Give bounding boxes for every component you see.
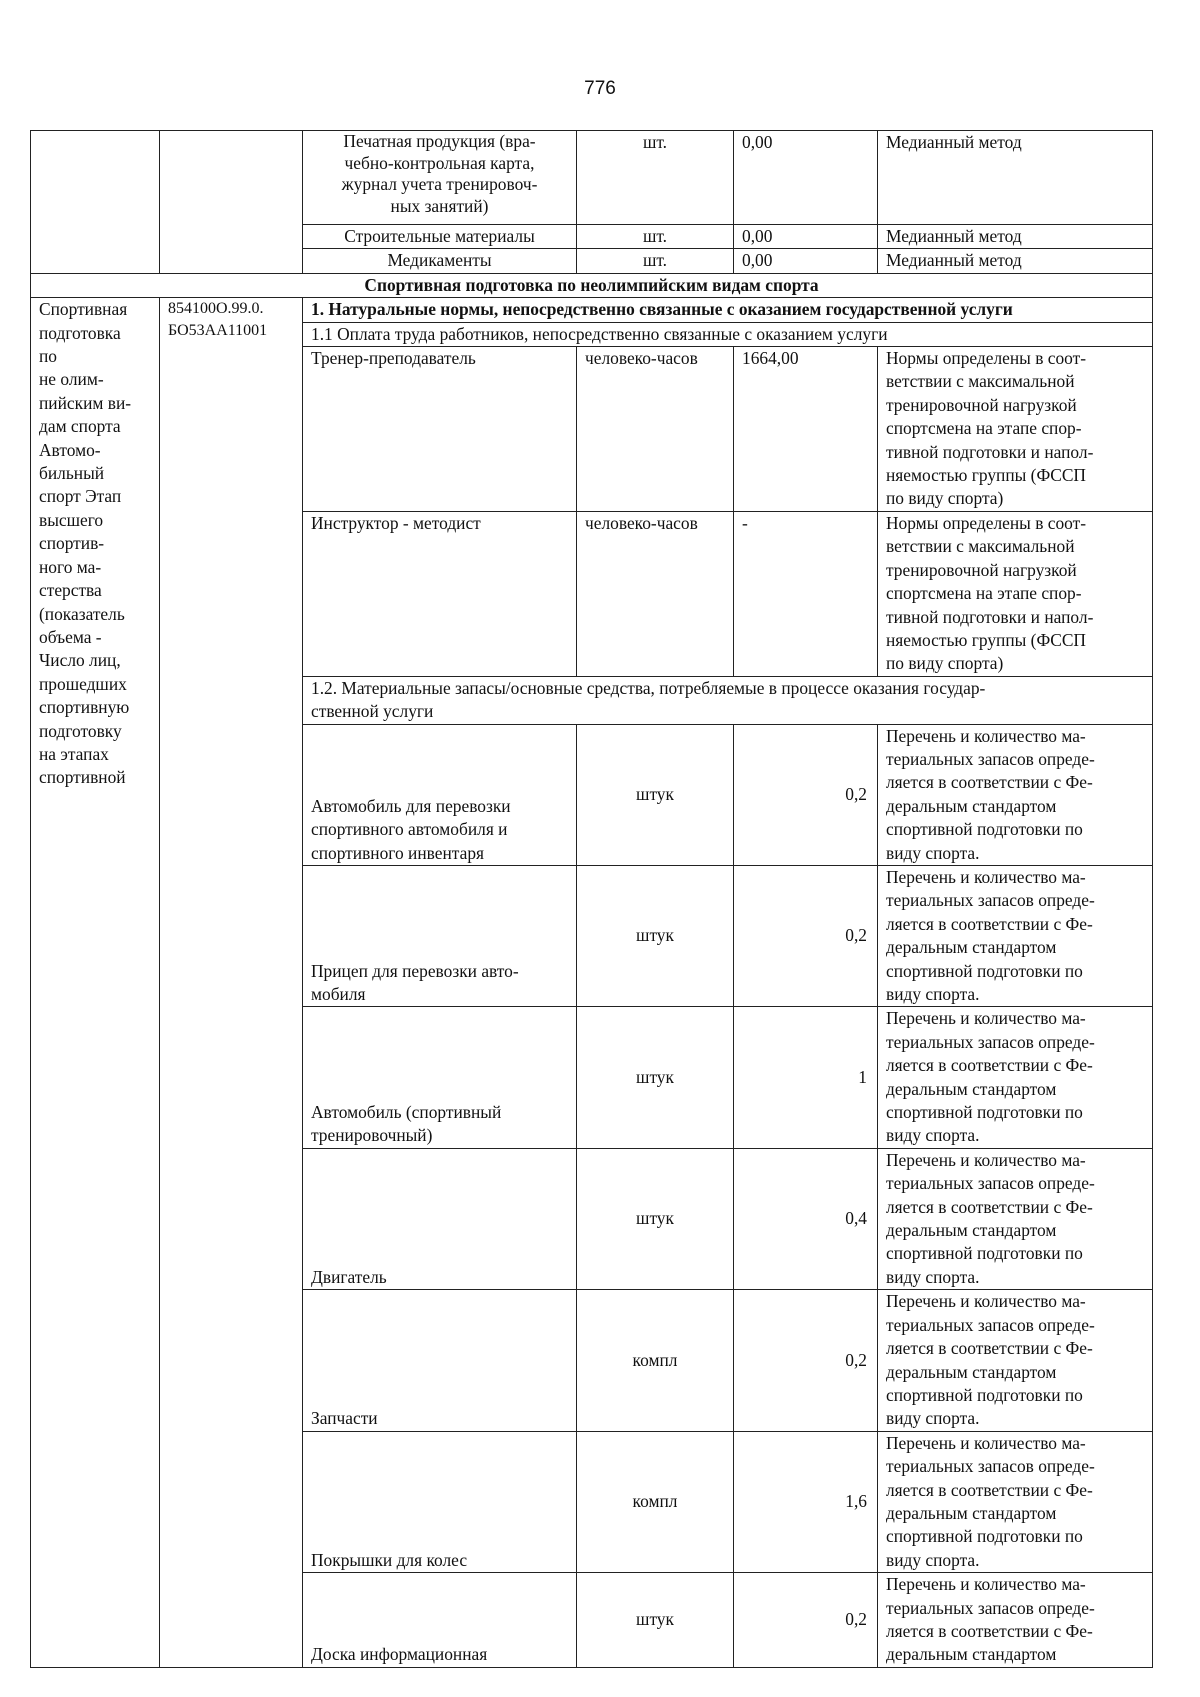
staff-value: - (734, 511, 878, 676)
material-name: Покрышки для колес (303, 1431, 577, 1572)
empty-cell (31, 131, 160, 274)
service-name: Спортивная подготовка по не олим- пийским ви- дам спорта Автомо- бильный спорт Этап высшего спортив- ного ма- стерства (показатель объема - Число лиц, прошедших спортивную подготовку на этапах спортивной (31, 298, 160, 1668)
material-value: 1,6 (734, 1431, 878, 1572)
heading-1: 1. Натуральные нормы, непосредственно связанные с оказанием государственной услуги (303, 298, 1153, 322)
material-value: 0,4 (734, 1148, 878, 1289)
material-name: Двигатель (303, 1148, 577, 1289)
norms-table (30, 130, 1153, 1668)
item-method: Медианный метод (878, 225, 1153, 249)
heading-1-1: 1.1 Оплата труда работников, непосредственно связанные с оказанием услуги (303, 322, 1153, 346)
item-name: Печатная продукция (вра- чебно-контрольная карта, журнал учета тренировоч- ных занятий) (303, 131, 577, 225)
material-value: 1 (734, 1007, 878, 1148)
material-note: Перечень и количество ма- териальных запасов опреде- ляется в соответствии с Фе- деральным стандартом (878, 1573, 1153, 1668)
staff-value: 1664,00 (734, 347, 878, 512)
material-note: Перечень и количество ма- териальных запасов опреде- ляется в соответствии с Фе- деральным стандартом спортивной подготовки по виду спорта. (878, 1148, 1153, 1289)
staff-name: Тренер-преподаватель (303, 347, 577, 512)
material-value: 0,2 (734, 865, 878, 1006)
material-value: 0,2 (734, 724, 878, 865)
material-name: Запчасти (303, 1290, 577, 1431)
heading-1-2: 1.2. Материальные запасы/основные средства, потребляемые в процессе оказания государ- ственной услуги (303, 676, 1153, 724)
material-unit: штук (577, 1573, 734, 1668)
material-name: Прицеп для перевозки авто- мобиля (303, 865, 577, 1006)
staff-note: Нормы определены в соот- ветствии с максимальной тренировочной нагрузкой спортсмена на этапе спор- тивной подготовки и напол- няемостью группы (ФССП по виду спорта) (878, 347, 1153, 512)
material-value: 0,2 (734, 1573, 878, 1668)
section-title-row (31, 273, 1153, 297)
staff-unit: человеко-часов (577, 347, 734, 512)
table-row (31, 131, 1153, 225)
staff-unit: человеко-часов (577, 511, 734, 676)
item-value: 0,00 (734, 225, 878, 249)
item-name: Строительные материалы (303, 225, 577, 249)
item-value: 0,00 (734, 249, 878, 273)
material-unit: компл (577, 1431, 734, 1572)
material-note: Перечень и количество ма- териальных запасов опреде- ляется в соответствии с Фе- деральным стандартом спортивной подготовки по виду спорта. (878, 1007, 1153, 1148)
item-method: Медианный метод (878, 249, 1153, 273)
material-name: Автомобиль для перевозки спортивного автомобиля и спортивного инвентаря (303, 724, 577, 865)
item-unit: шт. (577, 225, 734, 249)
material-unit: штук (577, 1007, 734, 1148)
item-method: Медианный метод (878, 131, 1153, 225)
staff-name: Инструктор - методист (303, 511, 577, 676)
item-unit: шт. (577, 131, 734, 225)
material-note: Перечень и количество ма- териальных запасов опреде- ляется в соответствии с Фе- деральным стандартом спортивной подготовки по виду спорта. (878, 1431, 1153, 1572)
table-row (31, 298, 1153, 322)
material-unit: штук (577, 1148, 734, 1289)
material-note: Перечень и количество ма- териальных запасов опреде- ляется в соответствии с Фе- деральным стандартом спортивной подготовки по виду спорта. (878, 1290, 1153, 1431)
material-note: Перечень и количество ма- териальных запасов опреде- ляется в соответствии с Фе- деральным стандартом спортивной подготовки по виду спорта. (878, 724, 1153, 865)
material-unit: штук (577, 724, 734, 865)
page-number: 776 (584, 78, 616, 99)
item-name: Медикаменты (303, 249, 577, 273)
item-unit: шт. (577, 249, 734, 273)
staff-note: Нормы определены в соот- ветствии с максимальной тренировочной нагрузкой спортсмена на этапе спор- тивной подготовки и напол- няемостью группы (ФССП по виду спорта) (878, 511, 1153, 676)
material-note: Перечень и количество ма- териальных запасов опреде- ляется в соответствии с Фе- деральным стандартом спортивной подготовки по виду спорта. (878, 865, 1153, 1006)
material-value: 0,2 (734, 1290, 878, 1431)
item-value: 0,00 (734, 131, 878, 225)
section-title: Спортивная подготовка по неолимпийским видам спорта (31, 273, 1153, 297)
material-unit: компл (577, 1290, 734, 1431)
service-code: 854100О.99.0. БО53АА11001 (160, 298, 303, 1668)
material-name: Автомобиль (спортивный тренировочный) (303, 1007, 577, 1148)
material-name: Доска информационная (303, 1573, 577, 1668)
material-unit: штук (577, 865, 734, 1006)
empty-cell (160, 131, 303, 274)
